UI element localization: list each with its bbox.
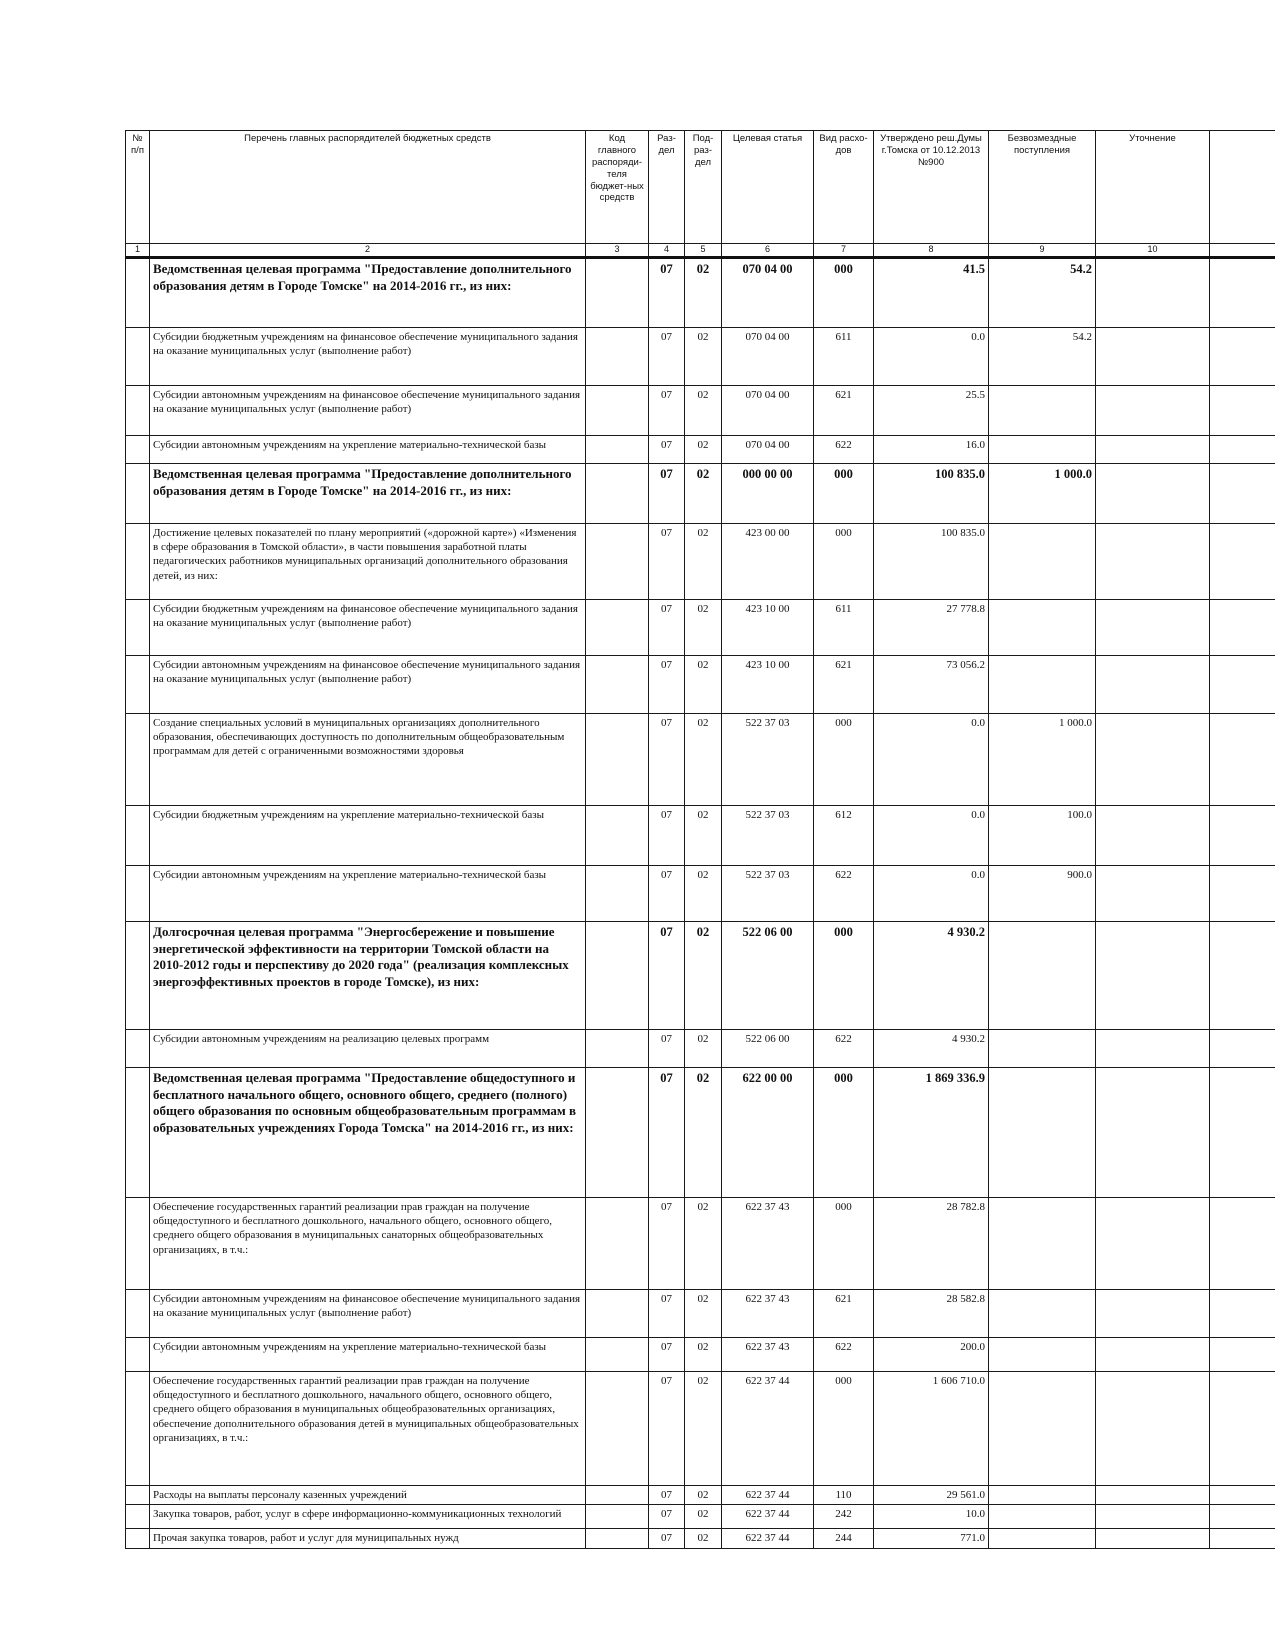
row-approved: 0.0 <box>874 805 989 865</box>
table-row <box>126 599 1275 655</box>
row-extra <box>1210 1067 1275 1197</box>
row-razdel: 07 <box>649 655 685 713</box>
table-row <box>126 1197 1275 1289</box>
row-extra <box>1210 599 1275 655</box>
row-name: Субсидии автономным учреждениям на укрепление материально-технической базы <box>150 865 586 921</box>
row-podrazdel: 02 <box>685 1371 722 1485</box>
table-row <box>126 1029 1275 1067</box>
row-razdel: 07 <box>649 865 685 921</box>
row-vid: 622 <box>814 1029 874 1067</box>
col-number: 10 <box>1096 244 1210 258</box>
row-podrazdel: 02 <box>685 1289 722 1337</box>
row-grants <box>989 1485 1096 1504</box>
row-clarification <box>1096 655 1210 713</box>
row-statya: 070 04 00 <box>722 385 814 435</box>
row-statya: 622 37 44 <box>722 1528 814 1548</box>
table-row <box>126 1504 1275 1528</box>
col-number: 3 <box>586 244 649 258</box>
row-podrazdel: 02 <box>685 1197 722 1289</box>
row-vid: 622 <box>814 435 874 463</box>
row-statya: 622 37 43 <box>722 1337 814 1371</box>
row-name: Субсидии бюджетным учреждениям на укрепление материально-технической базы <box>150 805 586 865</box>
row-code <box>586 1067 649 1197</box>
row-podrazdel: 02 <box>685 257 722 327</box>
table-row <box>126 523 1275 599</box>
row-vid: 244 <box>814 1528 874 1548</box>
header-code: Код главного распоряди-теля бюджет-ных средств <box>586 131 649 244</box>
row-extra <box>1210 1337 1275 1371</box>
header-extra <box>1210 131 1275 244</box>
header-utoch: Уточнение <box>1096 131 1210 244</box>
row-num <box>126 463 150 523</box>
budget-table <box>125 130 1275 1549</box>
row-grants <box>989 599 1096 655</box>
row-clarification <box>1096 599 1210 655</box>
table-row <box>126 463 1275 523</box>
table-row <box>126 327 1275 385</box>
row-clarification <box>1096 1289 1210 1337</box>
row-extra <box>1210 435 1275 463</box>
row-razdel: 07 <box>649 805 685 865</box>
table-row <box>126 1485 1275 1504</box>
row-num <box>126 1029 150 1067</box>
row-approved: 4 930.2 <box>874 921 989 1029</box>
row-grants: 1 000.0 <box>989 463 1096 523</box>
col-number: 7 <box>814 244 874 258</box>
row-podrazdel: 02 <box>685 1337 722 1371</box>
row-extra <box>1210 655 1275 713</box>
row-statya: 622 37 43 <box>722 1197 814 1289</box>
row-num <box>126 435 150 463</box>
row-clarification <box>1096 1067 1210 1197</box>
row-approved: 1 606 710.0 <box>874 1371 989 1485</box>
row-code <box>586 865 649 921</box>
table-row <box>126 713 1275 805</box>
row-approved: 29 561.0 <box>874 1485 989 1504</box>
row-clarification <box>1096 1504 1210 1528</box>
row-statya: 522 37 03 <box>722 805 814 865</box>
row-podrazdel: 02 <box>685 865 722 921</box>
row-clarification <box>1096 921 1210 1029</box>
row-razdel: 07 <box>649 1485 685 1504</box>
col-number: 1 <box>126 244 150 258</box>
row-extra <box>1210 713 1275 805</box>
row-podrazdel: 02 <box>685 1029 722 1067</box>
row-name: Субсидии автономным учреждениям на финансовое обеспечение муниципального задания на оказание муниципальных услуг (выполнение работ) <box>150 385 586 435</box>
col-number: 2 <box>150 244 586 258</box>
row-grants <box>989 1197 1096 1289</box>
row-num <box>126 865 150 921</box>
table-row <box>126 1371 1275 1485</box>
header-num: № п/п <box>126 131 150 244</box>
row-podrazdel: 02 <box>685 523 722 599</box>
row-vid: 621 <box>814 655 874 713</box>
row-grants: 54.2 <box>989 327 1096 385</box>
row-extra <box>1210 1197 1275 1289</box>
row-name: Субсидии бюджетным учреждениям на финансовое обеспечение муниципального задания на оказание муниципальных услуг (выполнение работ) <box>150 327 586 385</box>
column-number-row <box>126 244 1275 258</box>
col-number: 9 <box>989 244 1096 258</box>
col-number: 6 <box>722 244 814 258</box>
row-grants <box>989 523 1096 599</box>
row-statya: 423 10 00 <box>722 599 814 655</box>
row-name: Закупка товаров, работ, услуг в сфере информационно-коммуникационных технологий <box>150 1504 586 1528</box>
row-clarification <box>1096 385 1210 435</box>
row-statya: 423 10 00 <box>722 655 814 713</box>
row-podrazdel: 02 <box>685 805 722 865</box>
row-vid: 000 <box>814 713 874 805</box>
row-name: Создание специальных условий в муниципальных организациях дополнительного образования, обеспечивающих доступность по дополнительным общеобразовательным программам для детей с ограниченными возможностями здоровья <box>150 713 586 805</box>
row-statya: 000 00 00 <box>722 463 814 523</box>
row-clarification <box>1096 257 1210 327</box>
row-approved: 100 835.0 <box>874 523 989 599</box>
row-num <box>126 1289 150 1337</box>
row-vid: 000 <box>814 523 874 599</box>
row-podrazdel: 02 <box>685 1485 722 1504</box>
row-code <box>586 1485 649 1504</box>
row-grants <box>989 921 1096 1029</box>
row-code <box>586 1504 649 1528</box>
row-razdel: 07 <box>649 1029 685 1067</box>
row-podrazdel: 02 <box>685 921 722 1029</box>
row-code <box>586 713 649 805</box>
row-vid: 000 <box>814 463 874 523</box>
row-code <box>586 1289 649 1337</box>
row-name: Ведомственная целевая программа "Предоставление общедоступного и бесплатного начального общего, основного общего, среднего (полного) общего образования по основным общеобразовательным программам в образовательных учреждениях Города Томска" на 2014-2016 гг., из них: <box>150 1067 586 1197</box>
row-vid: 000 <box>814 257 874 327</box>
table-row <box>126 435 1275 463</box>
row-num <box>126 385 150 435</box>
row-grants <box>989 1371 1096 1485</box>
row-num <box>126 523 150 599</box>
row-approved: 0.0 <box>874 327 989 385</box>
row-statya: 622 37 44 <box>722 1504 814 1528</box>
header-utv: Утверждено реш.Думы г.Томска от 10.12.2013 №900 <box>874 131 989 244</box>
row-name: Долгосрочная целевая программа "Энергосбережение и повышение энергетической эффективности на территории Томской области на 2010-2012 годы и перспективу до 2020 года" (реализация комплексных энергоэффективных проектов в городе Томске), из них: <box>150 921 586 1029</box>
row-grants <box>989 1289 1096 1337</box>
table-body <box>126 257 1275 1548</box>
row-name: Субсидии автономным учреждениям на финансовое обеспечение муниципального задания на оказание муниципальных услуг (выполнение работ) <box>150 655 586 713</box>
row-name: Ведомственная целевая программа "Предоставление дополнительного образования детям в Городе Томске" на 2014-2016 гг., из них: <box>150 257 586 327</box>
row-num <box>126 599 150 655</box>
row-num <box>126 1067 150 1197</box>
row-razdel: 07 <box>649 1197 685 1289</box>
row-statya: 423 00 00 <box>722 523 814 599</box>
row-approved: 1 869 336.9 <box>874 1067 989 1197</box>
row-code <box>586 1197 649 1289</box>
row-code <box>586 1528 649 1548</box>
row-vid: 000 <box>814 921 874 1029</box>
header-razdel: Раз-дел <box>649 131 685 244</box>
header-statya: Целевая статья <box>722 131 814 244</box>
header-row <box>126 131 1275 244</box>
row-clarification <box>1096 1485 1210 1504</box>
row-extra <box>1210 1371 1275 1485</box>
row-statya: 622 00 00 <box>722 1067 814 1197</box>
row-vid: 621 <box>814 1289 874 1337</box>
row-razdel: 07 <box>649 1067 685 1197</box>
row-name: Расходы на выплаты персоналу казенных учреждений <box>150 1485 586 1504</box>
row-grants <box>989 1337 1096 1371</box>
header-name: Перечень главных распорядителей бюджетных средств <box>150 131 586 244</box>
table-row <box>126 805 1275 865</box>
row-grants <box>989 435 1096 463</box>
row-podrazdel: 02 <box>685 327 722 385</box>
row-podrazdel: 02 <box>685 385 722 435</box>
row-clarification <box>1096 463 1210 523</box>
row-clarification <box>1096 865 1210 921</box>
row-grants <box>989 1528 1096 1548</box>
row-approved: 25.5 <box>874 385 989 435</box>
row-num <box>126 713 150 805</box>
row-razdel: 07 <box>649 463 685 523</box>
row-podrazdel: 02 <box>685 599 722 655</box>
row-grants: 1 000.0 <box>989 713 1096 805</box>
row-num <box>126 655 150 713</box>
row-podrazdel: 02 <box>685 1504 722 1528</box>
row-clarification <box>1096 1371 1210 1485</box>
row-clarification <box>1096 1337 1210 1371</box>
row-clarification <box>1096 1528 1210 1548</box>
row-approved: 100 835.0 <box>874 463 989 523</box>
row-name: Обеспечение государственных гарантий реализации прав граждан на получение общедоступного и бесплатного дошкольного, начального общего, основного общего, среднего общего образования в муниципальных общеобразовательных организациях, обеспечение дополнительного образования детей в муниципальных общеобразовательных организациях, в т.ч.: <box>150 1371 586 1485</box>
row-grants <box>989 655 1096 713</box>
row-approved: 771.0 <box>874 1528 989 1548</box>
row-grants <box>989 1504 1096 1528</box>
row-name: Субсидии бюджетным учреждениям на финансовое обеспечение муниципального задания на оказание муниципальных услуг (выполнение работ) <box>150 599 586 655</box>
row-razdel: 07 <box>649 385 685 435</box>
row-code <box>586 1371 649 1485</box>
row-approved: 27 778.8 <box>874 599 989 655</box>
row-code <box>586 921 649 1029</box>
row-razdel: 07 <box>649 327 685 385</box>
row-code <box>586 435 649 463</box>
row-num <box>126 257 150 327</box>
row-code <box>586 599 649 655</box>
row-num <box>126 327 150 385</box>
row-grants: 100.0 <box>989 805 1096 865</box>
table-row <box>126 1067 1275 1197</box>
row-razdel: 07 <box>649 1504 685 1528</box>
row-num <box>126 1528 150 1548</box>
row-approved: 0.0 <box>874 865 989 921</box>
row-extra <box>1210 327 1275 385</box>
row-name: Обеспечение государственных гарантий реализации прав граждан на получение общедоступного и бесплатного дошкольного, начального общего, основного общего, среднего общего образования в муниципальных санаторных общеобразовательных организациях, в т.ч.: <box>150 1197 586 1289</box>
row-podrazdel: 02 <box>685 1067 722 1197</box>
row-clarification <box>1096 523 1210 599</box>
header-vid: Вид расхо-дов <box>814 131 874 244</box>
row-clarification <box>1096 1197 1210 1289</box>
row-podrazdel: 02 <box>685 1528 722 1548</box>
row-extra <box>1210 1289 1275 1337</box>
table-row <box>126 257 1275 327</box>
row-statya: 522 06 00 <box>722 921 814 1029</box>
table-row <box>126 921 1275 1029</box>
row-razdel: 07 <box>649 257 685 327</box>
row-approved: 10.0 <box>874 1504 989 1528</box>
row-extra <box>1210 1504 1275 1528</box>
row-extra <box>1210 523 1275 599</box>
row-approved: 73 056.2 <box>874 655 989 713</box>
col-number: 8 <box>874 244 989 258</box>
row-approved: 16.0 <box>874 435 989 463</box>
row-extra <box>1210 1485 1275 1504</box>
row-code <box>586 327 649 385</box>
row-statya: 622 37 44 <box>722 1371 814 1485</box>
row-clarification <box>1096 713 1210 805</box>
row-razdel: 07 <box>649 523 685 599</box>
row-grants <box>989 385 1096 435</box>
col-number: 4 <box>649 244 685 258</box>
row-code <box>586 463 649 523</box>
row-name: Ведомственная целевая программа "Предоставление дополнительного образования детям в Городе Томске" на 2014-2016 гг., из них: <box>150 463 586 523</box>
row-statya: 522 37 03 <box>722 865 814 921</box>
row-statya: 622 37 44 <box>722 1485 814 1504</box>
table-row <box>126 865 1275 921</box>
row-statya: 522 37 03 <box>722 713 814 805</box>
row-num <box>126 921 150 1029</box>
row-name: Прочая закупка товаров, работ и услуг для муниципальных нужд <box>150 1528 586 1548</box>
row-code <box>586 523 649 599</box>
row-code <box>586 1337 649 1371</box>
row-vid: 622 <box>814 865 874 921</box>
row-name: Субсидии автономным учреждениям на укрепление материально-технической базы <box>150 435 586 463</box>
row-approved: 28 782.8 <box>874 1197 989 1289</box>
row-razdel: 07 <box>649 1528 685 1548</box>
row-code <box>586 655 649 713</box>
row-approved: 0.0 <box>874 713 989 805</box>
col-number-extra <box>1210 244 1275 258</box>
row-extra <box>1210 865 1275 921</box>
table-row <box>126 385 1275 435</box>
row-num <box>126 1485 150 1504</box>
row-code <box>586 257 649 327</box>
row-statya: 070 04 00 <box>722 435 814 463</box>
row-razdel: 07 <box>649 599 685 655</box>
row-podrazdel: 02 <box>685 655 722 713</box>
row-podrazdel: 02 <box>685 435 722 463</box>
row-podrazdel: 02 <box>685 713 722 805</box>
budget-sheet <box>125 130 1275 1549</box>
header-bezv: Безвозмездные поступления <box>989 131 1096 244</box>
row-razdel: 07 <box>649 1337 685 1371</box>
row-clarification <box>1096 435 1210 463</box>
row-vid: 000 <box>814 1067 874 1197</box>
row-extra <box>1210 385 1275 435</box>
table-row <box>126 1528 1275 1548</box>
row-grants: 900.0 <box>989 865 1096 921</box>
row-num <box>126 1337 150 1371</box>
row-name: Достижение целевых показателей по плану мероприятий («дорожной карте») «Изменения в сфере образования в Томской области», в части повышения заработной платы педагогических работников муниципальных организаций дополнительного образования детей, из них: <box>150 523 586 599</box>
table-row <box>126 1337 1275 1371</box>
row-vid: 622 <box>814 1337 874 1371</box>
col-number: 5 <box>685 244 722 258</box>
row-statya: 070 04 00 <box>722 257 814 327</box>
row-razdel: 07 <box>649 435 685 463</box>
row-approved: 28 582.8 <box>874 1289 989 1337</box>
row-approved: 41.5 <box>874 257 989 327</box>
row-approved: 200.0 <box>874 1337 989 1371</box>
row-name: Субсидии автономным учреждениям на финансовое обеспечение муниципального задания на оказание муниципальных услуг (выполнение работ) <box>150 1289 586 1337</box>
row-extra <box>1210 463 1275 523</box>
row-vid: 611 <box>814 599 874 655</box>
row-code <box>586 385 649 435</box>
row-clarification <box>1096 805 1210 865</box>
row-extra <box>1210 921 1275 1029</box>
row-num <box>126 1504 150 1528</box>
row-vid: 000 <box>814 1197 874 1289</box>
row-razdel: 07 <box>649 713 685 805</box>
row-approved: 4 930.2 <box>874 1029 989 1067</box>
row-extra <box>1210 1029 1275 1067</box>
row-razdel: 07 <box>649 1371 685 1485</box>
row-clarification <box>1096 327 1210 385</box>
row-statya: 070 04 00 <box>722 327 814 385</box>
row-code <box>586 1029 649 1067</box>
row-num <box>126 1197 150 1289</box>
row-vid: 612 <box>814 805 874 865</box>
table-row <box>126 1289 1275 1337</box>
row-grants <box>989 1029 1096 1067</box>
table-row <box>126 655 1275 713</box>
row-statya: 522 06 00 <box>722 1029 814 1067</box>
row-extra <box>1210 1528 1275 1548</box>
row-grants <box>989 1067 1096 1197</box>
row-vid: 611 <box>814 327 874 385</box>
row-razdel: 07 <box>649 1289 685 1337</box>
row-vid: 242 <box>814 1504 874 1528</box>
row-extra <box>1210 257 1275 327</box>
row-podrazdel: 02 <box>685 463 722 523</box>
row-name: Субсидии автономным учреждениям на укрепление материально-технической базы <box>150 1337 586 1371</box>
row-num <box>126 1371 150 1485</box>
row-name: Субсидии автономным учреждениям на реализацию целевых программ <box>150 1029 586 1067</box>
header-podrazdel: Под-раз-дел <box>685 131 722 244</box>
row-vid: 000 <box>814 1371 874 1485</box>
row-num <box>126 805 150 865</box>
row-razdel: 07 <box>649 921 685 1029</box>
row-grants: 54.2 <box>989 257 1096 327</box>
row-clarification <box>1096 1029 1210 1067</box>
row-extra <box>1210 805 1275 865</box>
row-code <box>586 805 649 865</box>
row-vid: 110 <box>814 1485 874 1504</box>
row-vid: 621 <box>814 385 874 435</box>
row-statya: 622 37 43 <box>722 1289 814 1337</box>
